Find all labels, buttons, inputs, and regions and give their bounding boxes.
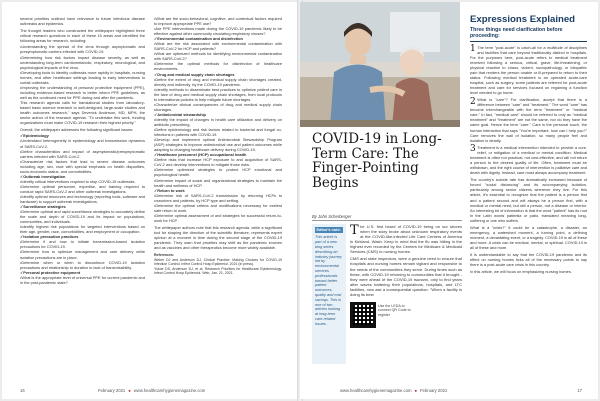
numbered-item xyxy=(470,145,587,175)
editors-note-sidebar xyxy=(312,224,346,364)
list-item: • Determine risk of SARS-CoV-2 transmission by returning HCPs to coworkers and patients, by HCP type and setting. xyxy=(154,193,282,203)
list-item: • Characterize clinical consequences of drug and medical supply chain shortages. xyxy=(154,102,282,112)
paragraph: In this article, we will focus on emphasizing nursing homes. xyxy=(470,268,572,274)
list-item: • Identify methods to disseminate best practices to optimize patient care in the face of drug and medical supply chain shortages, from local protocols to international policies to help mitigate future shortages. xyxy=(154,87,282,102)
page-number: 16 xyxy=(20,388,25,393)
item-number: 2 xyxy=(470,96,476,107)
list-item: • Determine if and how to initiate transmission-based isolation precautions for COVID-19. xyxy=(20,239,145,249)
sidebar-body: This article is part of a new blog series describing an industry journey led by environmental services professionals toward better patient outcomes, quality and cost savings. This is one of two articles looking at long-term care-related issues. xyxy=(315,235,342,326)
hero-image-nurse-with-elderly-patient xyxy=(300,2,460,127)
qr-code-icon[interactable] xyxy=(350,302,376,328)
list-item: • Determine how to optimize management and care delivery while isolation precautions are in place. xyxy=(20,249,145,259)
list-item: • Define epidemiology and risk factors related to bacterial and fungal co-infections in patients with COVID-19. xyxy=(154,127,282,137)
left-page xyxy=(2,2,299,399)
numbered-item xyxy=(470,45,587,95)
list-item: • Identify the impact of changes in health care utilization and delivery on antibiotic prescribing. xyxy=(154,117,282,127)
hero-illustration xyxy=(300,2,460,127)
section-heading: ✓ Epidemiology xyxy=(20,133,145,138)
paragraph: several priorities outlined have relevance to future infectious disease outbreaks and epidemics. xyxy=(20,16,145,27)
list-item: • Understanding the spread of the virus through asymptomatic and presymptomatic carriers infected with COVID-19. xyxy=(20,44,145,54)
right-page xyxy=(300,2,598,399)
list-item: • Determine optimized strategies to protect HCP emotional and psychological health. xyxy=(154,167,282,177)
references xyxy=(154,253,282,276)
list-item: • What are the socio-behavioral, cognitive, and contextual factors required to improve appropriate PPE use? xyxy=(154,16,282,26)
section-heading: ✓ Surveillance strategies xyxy=(20,204,145,209)
list-item: • Determine optimal and rapid surveillance strategies to accurately define the scale and depth of COVID-19 and its impact on populations, communities, and individuals. xyxy=(20,209,145,224)
list-item: • Identify highest risk populations for targeted interventions based on their age, gender, race, comorbidities, and employment or occupation. xyxy=(20,224,145,234)
section-heading: ✓ Healthcare personnel (HCP) occupational health xyxy=(154,152,282,157)
paragraph: The thought leaders who constructed the whitepaper highlighted three critical research questions in each of these 15 areas and identified the following areas for research, including: xyxy=(20,27,145,43)
list-item: • Define risks that increase HCP exposure to and acquisition of SARS-CoV-2 and develop interventions to mitigate those risks. xyxy=(154,157,282,167)
list-item: • Developing tools to identify outbreaks more rapidly in hospitals, nursing homes, and other healthcare settings leading to early interventions to curtail outbreaks. xyxy=(20,70,145,85)
item-text: Treatment is a medical intervention intended to provide a cure, relief, or mitigation of a medical or mental condition. Medical treatment is often not practical, not cost-effective, and will not return a person to the desired quality of life. Often, treatment must be withdrawn, and the right course of intervention is palliative care and death with dignity. Instead, care must always accompany treatment. xyxy=(470,144,587,176)
paragraph: The country's suicide rate has dramatically increased because of forced "social distancing" and its accompanying isolation, particularly among senior citizens wherever they live. For this article, it's essential to recognize that the patient is a person first and a patient second and will always be a person first, with a medical or mental need, but still a person, not a disease or interior. An interesting bit of information is that the word "patient" has its root in the Latin words patientia or patio, translated meaning long-suffering or one who suffers. xyxy=(470,177,587,223)
paragraph xyxy=(350,224,462,255)
paragraph: It is understandable to say that the COVID-19 pandemic and its effect on nursing homes ticks all of the necessary points to say there is a post-acute care crisis in this country. xyxy=(470,251,587,267)
list-item: • Define characteristics and impact of asymptomatic/presymptomatic carriers infected with SARS-CoV-2. xyxy=(20,149,145,159)
paragraph-text: he U.S. first heard of COVID-19 being on our shores when the story broke about unknown respiratory events at the COVID-like-infected Life Care Centers of America in Kirkland, Wash. Keep in mind that the flu was hitting in the highest ever recorded by the Centers for Medicare & Medicaid Services (CMS) to nursing homes. xyxy=(350,224,462,255)
numbered-item xyxy=(470,97,587,142)
list-item: • Define the extent of drug and medical supply chain shortages created, directly and indirectly, by the COVID-19 pandemic. xyxy=(154,77,282,87)
section-heading: ✓ Outbreak investigation xyxy=(20,174,145,179)
paragraph: Overall, the whitepaper addresses the following significant issues: xyxy=(20,126,134,132)
left-column-a xyxy=(20,16,145,285)
list-item: • Identify critical interventions required to stop COVID-19 outbreaks. xyxy=(20,179,145,184)
page-footer xyxy=(98,388,205,393)
list-item: • Are PPE interventions made during the COVID-19 pandemic likely to be effective against other community circulating respiratory viruses? xyxy=(154,26,282,36)
sidebar-subtitle: Three things need clarification before proceeding: xyxy=(470,27,563,39)
list-item: • Determining how risk factors impact disease severity, as well as understanding long-term cardiometabolic, respiratory, neurological, and psychological impacts of the virus. xyxy=(20,55,145,70)
section-heading: ✓ Environmental contamination and disinfection xyxy=(154,36,282,41)
qr-caption: Use the LEDA to connect QR Code to register xyxy=(378,304,411,317)
footer-separator: ● xyxy=(128,388,131,393)
sidebar-title: Expressions Explained xyxy=(470,14,576,25)
list-item: • What are the risk associated with environmental contamination with SARS-CoV-2 for HCP and patients? xyxy=(154,41,282,51)
section-heading: ✓ Return to work xyxy=(154,188,282,193)
article-body xyxy=(350,224,462,299)
issue-list xyxy=(154,16,282,250)
section-heading: ✓ Isolation precaution practices xyxy=(20,234,145,239)
list-item: • Understand heterogeneity in epidemiology and transmission dynamics of SARS-CoV-2. xyxy=(20,138,145,148)
byline: By John Scherberger xyxy=(312,214,352,219)
section-heading: ✓ Personal protective equipment xyxy=(20,270,145,275)
article-headline: COVID-19 in Long-Term Care: The Finger-Pointing Begins xyxy=(312,131,442,191)
list-item: • Determine optimal assessment of and strategies for successful return-to-work for HCP. xyxy=(154,213,282,223)
paragraph: CMS and state inspectors, were a genuine need to ensure that hospitals and nursing homes remain vigilant and responsive to the needs of the communities they serve. During times such as these, with COVID-19 returning to communities that it brought - they were ahead of the COVID-19 tsunami, only to find years after waves battering their populations, hospitals, and LTC facilities, now ask a consequential question: "When a facility is doing its best xyxy=(350,256,462,298)
divider xyxy=(312,220,462,221)
footer-separator: ● xyxy=(414,388,417,393)
page-number: 17 xyxy=(577,388,582,393)
item-text: What is "care"? For clarification, accept that there is a difference between "care" and "treatment." The word "care" has become interchangeable with the term "treatment" or "medical care." In fact, "medical care" should be referred to only as "medical treatment" and "treatment" are not the same, nor do they have the same goal. Hence the term "care." Care is the personal touch, the human interaction that says "You're important, how can I help you?" Care removes the wall of isolation, so many people feel and isolation is deadly. xyxy=(470,97,587,143)
footer-month: February 2021 xyxy=(98,388,126,393)
list-item: • Develop and implement optimal Antimicrobial Stewardship Program (ASP) strategies to improve antimicrobial use and patient outcomes while adapting to changing healthcare delivery during COVID-19. xyxy=(154,137,282,152)
list-item: • Determine the optimal criteria and modifications necessary for earliest safe return to work. xyxy=(154,203,282,213)
closing-paragraphs xyxy=(470,177,587,273)
issue-list xyxy=(20,133,145,284)
list-item: • What are optimized methods for identifying environmental contamination with SARS-CoV-2? xyxy=(154,51,282,61)
sidebar-heading: Editor's note: xyxy=(315,227,343,233)
reference-entry: Yokoe DS, Anderson DJ, et al. Research Priorities for Healthcare Epidemiology. Infect Control Hosp Epidemiol. Web, Jan. 21, 2021. xyxy=(154,266,282,276)
page-footer xyxy=(340,388,447,393)
drop-cap: T xyxy=(350,222,359,238)
item-number: 3 xyxy=(470,144,476,155)
numbered-list xyxy=(470,45,587,176)
footer-site: www.healthcarehygienemagazine.com xyxy=(133,388,206,393)
item-number: 1 xyxy=(470,44,476,55)
list-item: • Determine impact of social and organizational strategies to maintain the health and wellness of HCP. xyxy=(154,178,282,188)
left-column-b xyxy=(154,16,282,276)
section-heading: ✓ Antimicrobial stewardship xyxy=(154,112,282,117)
list-item: • Improving the understanding of personal protective equipment (PPE), including evidence-based research to better inform PPE guidelines, as well as the continued need for PPE during and after the pandemic. xyxy=(20,85,145,100)
divider xyxy=(470,41,587,42)
list-item: • What is the appropriate level of universal PPE for current pandemic and in the post-pandemic state? xyxy=(20,275,145,285)
list-item: • Determine when or when to discontinue COVID-19 isolation precautions and relationship to duration to lack of transmissibility. xyxy=(20,260,145,270)
item-text: The term "post-acute" is catch-all for a multitude of disciplines and facilities that care beyond traditionally distinct in hospitals. For the purposes here, post-acute refers to medical treatment received following a serious, critical, grave, life-threatening, or physical reaction to chaos, violent, sociopathology, or idiopathic pain that renders the person unable or ill-prepared to return to their status. Following medical treatment is an operated acute-care hospital, such as surgery, some patients are referred for post-acute treatment and care for services focused on regaining a function level needed to go home. xyxy=(470,44,587,96)
paragraph: What is a "crisis?" It could be a catastrophe, a disaster, an emergency, a watershed moment, a turning point, a defining moment, a devastating event, or a tragedy. COVID-19 is all of these and more. A crisis can be medical, mental, or spiritual. COVID-19 is all of these and more. xyxy=(470,224,587,250)
section-heading: ✓ Drug and medical supply chain shortages xyxy=(154,72,282,77)
list-item: • Determine the optimal methods for disinfection of healthcare environments. xyxy=(154,61,282,71)
footer-month: February 2021 xyxy=(420,388,448,393)
reference-entry: Weber DJ and Anderson DJ, Clinical Practice: Making Choices for COVID-19 Infection Control. Infect Control Hosp Epidemiol. 2021 (in press). xyxy=(154,257,282,267)
list-item: • Characterize risk factors that lead to severe disease outcomes including age, sex, race with special emphasis on health disparities, socio-economic status, and comorbidities. xyxy=(20,159,145,174)
paragraph: This research agenda calls for translational studies from laboratory-based basic science research to well-designed, large-scale studies and health outcomes research," says Deverick Anderson, MD, MPH, the senior author of the research agenda. "To undertake this work, funding organizations must make COVID-19 research their highest priority." xyxy=(20,99,145,126)
paragraph: The whitepaper authors note that this research agenda, while a significant tool for shaping the direction of the scientific literature, represents expert opinion at a moment in time during the second stage of the COVID-19 pandemic. They warn that priorities may shift as the pandemic evolves and as vaccines and other therapeutics become more widely available. xyxy=(154,224,282,251)
expressions-explained-sidebar xyxy=(470,14,587,275)
list-item: • Determine optimal personnel, expertise, and training required to conduct rapid SARS-CoV-2 and other outbreak investigations. xyxy=(20,184,145,194)
footer-site: www.healthcarehygienemagazine.com xyxy=(340,388,412,393)
list-item: • Identify optimal resources and technology (reporting tools, software and hardware) to support outbreak investigations. xyxy=(20,194,145,204)
references-title: References: xyxy=(154,253,175,258)
